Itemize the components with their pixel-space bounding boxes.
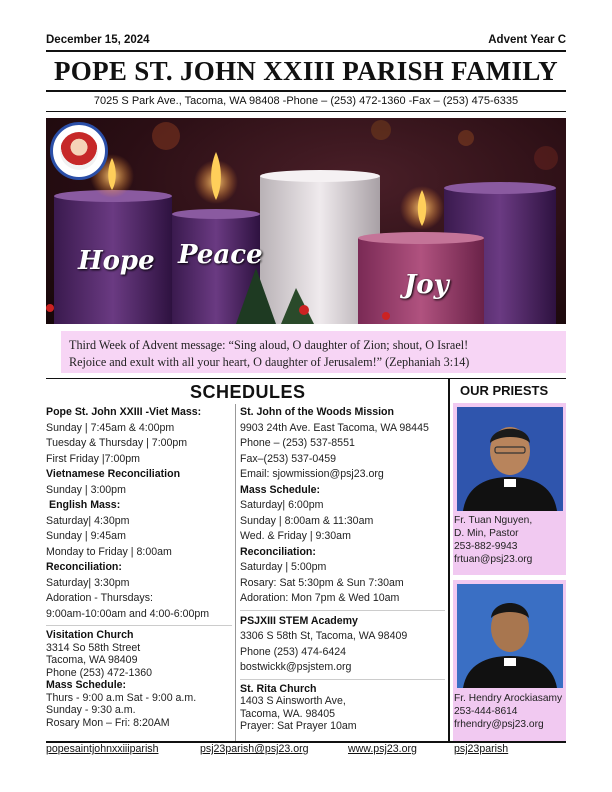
address-line: 1403 S Ainsworth Ave, (240, 695, 346, 707)
advent-candles-banner (46, 118, 566, 324)
schedule-column-middle (240, 405, 445, 733)
address-line: Phone (253) 474-6424 (240, 645, 347, 658)
schedule-line: Thurs - 9:00 a.m Sat - 9:00 a.m. (46, 691, 197, 704)
divider (46, 90, 566, 92)
divider (46, 625, 232, 626)
schedule-line: Monday to Friday | 8:00am (46, 545, 172, 558)
priest-phone: 253-444-8614 (454, 706, 518, 717)
schedule-line: Tuesday & Thursday | 7:00pm (46, 437, 188, 449)
parish-logo (50, 122, 108, 180)
schedule-line: 9:00am-10:00am and 4:00-6:00pm (46, 607, 210, 620)
priest-email: frhendry@psj23.org (454, 719, 544, 730)
instagram-link[interactable]: psj23parish (454, 743, 509, 755)
address-line: Phone – (253) 537-8551 (240, 437, 355, 449)
banner-label-joy: Joy (404, 270, 449, 300)
schedule-line: Saturday| 6:00pm (240, 499, 324, 511)
schedule-line: Sunday | 3:00pm (46, 483, 126, 496)
priest-info (454, 514, 566, 566)
facebook-link[interactable]: popesaintjohnxxiiiparish (46, 743, 159, 755)
address-line: Tacoma, WA 98409 (46, 654, 138, 666)
section-heading: Vietnamese Reconciliation (46, 468, 181, 480)
schedule-line: Adoration - Thursdays: (46, 592, 153, 604)
priest-title: D. Min, Pastor (454, 528, 519, 539)
section-heading: Mass Schedule: (46, 679, 127, 691)
schedule-line: Prayer: Sat Prayer 10am (240, 720, 357, 732)
advent-message (61, 331, 566, 373)
priests-heading: OUR PRIESTS (460, 383, 549, 398)
address-line: 9903 24th Ave. East Tacoma, WA 98445 (240, 421, 429, 434)
section-heading: PSJXIII STEM Academy (240, 614, 358, 627)
schedule-line: Sunday | 7:45am & 4:00pm (46, 421, 175, 434)
column-divider (448, 379, 450, 741)
header-topline (46, 34, 566, 48)
page-title: POPE ST. JOHN XXIII PARISH FAMILY (54, 56, 558, 86)
schedule-line: Rosary: Sat 5:30pm & Sun 7:30am (240, 576, 404, 589)
schedule-line: Sunday | 8:00am & 11:30am (240, 514, 374, 527)
priest-name: Fr. Hendry Arockiasamy (454, 693, 563, 704)
banner-label-hope: Hope (78, 246, 155, 276)
parish-address: 7025 S Park Ave., Tacoma, WA 98408 -Phone – (253) 472-1360 -Fax – (253) 475-6335 (93, 95, 519, 107)
advent-message-line: Third Week of Advent message: “Sing aloud, O daughter of Zion; shout, O Israel! (69, 338, 469, 352)
divider (240, 610, 445, 611)
email-line: Email: sjowmission@psj23.org (240, 468, 384, 480)
liturgical-season: Advent Year C (488, 34, 566, 46)
candles-illustration (46, 118, 566, 324)
address-line: 3314 So 58th Street (46, 641, 141, 654)
divider (240, 679, 445, 680)
schedule-line: Rosary Mon – Fri: 8:20AM (46, 716, 170, 729)
schedule-line: Adoration: Mon 7pm & Wed 10am (240, 592, 400, 604)
column-divider (235, 404, 236, 741)
divider (46, 111, 566, 112)
priest-card-associate (453, 580, 566, 741)
schedule-line: Saturday| 3:30pm (46, 576, 130, 589)
email-line: bostwickk@psjstem.org (240, 661, 352, 673)
section-heading: St. John of the Woods Mission (240, 406, 394, 418)
address-line: 3306 S 58th St, Tacoma, WA 98409 (240, 630, 408, 642)
section-heading: Pope St. John XXIII -Viet Mass: (46, 406, 202, 418)
banner-label-peace: Peace (178, 240, 263, 270)
schedule-line: Saturday | 5:00pm (240, 561, 327, 573)
priest-info (454, 692, 566, 731)
schedules-heading: SCHEDULES (190, 382, 306, 402)
schedule-line: Sunday - 9:30 a.m. (46, 704, 136, 716)
divider (46, 378, 566, 379)
priest-email: frtuan@psj23.org (454, 554, 533, 565)
divider (46, 50, 566, 52)
section-heading: English Mass: (49, 499, 121, 511)
advent-message-line: Rejoice and exult with all your heart, O daughter of Jerusalem!” (Zephaniah 3:14) (69, 355, 470, 369)
address-line: Fax–(253) 537-0459 (240, 452, 336, 465)
section-heading: St. Rita Church (240, 682, 317, 695)
email-link[interactable]: psj23parish@psj23.org (200, 743, 309, 755)
section-heading: Mass Schedule: (240, 483, 321, 496)
schedule-line: Saturday| 4:30pm (46, 514, 130, 527)
priest-photo (457, 584, 563, 688)
address-line: Phone (253) 472-1360 (46, 666, 153, 679)
priest-card-pastor (453, 403, 566, 575)
schedule-line: Sunday | 9:45am (46, 530, 126, 542)
address-line: Tacoma, WA. 98405 (240, 707, 335, 720)
schedule-line: Wed. & Friday | 9:30am (240, 530, 351, 542)
website-link[interactable]: www.psj23.org (348, 743, 417, 755)
section-heading: Reconciliation: (46, 561, 122, 573)
schedule-column-left (46, 405, 232, 729)
priest-photo (457, 407, 563, 511)
section-heading: Reconciliation: (240, 545, 316, 558)
bulletin-date: December 15, 2024 (46, 34, 150, 46)
priest-name: Fr. Tuan Nguyen, (454, 515, 533, 526)
section-heading: Visitation Church (46, 629, 134, 641)
schedule-line: First Friday |7:00pm (46, 452, 140, 465)
priest-phone: 253-882-9943 (454, 541, 518, 552)
